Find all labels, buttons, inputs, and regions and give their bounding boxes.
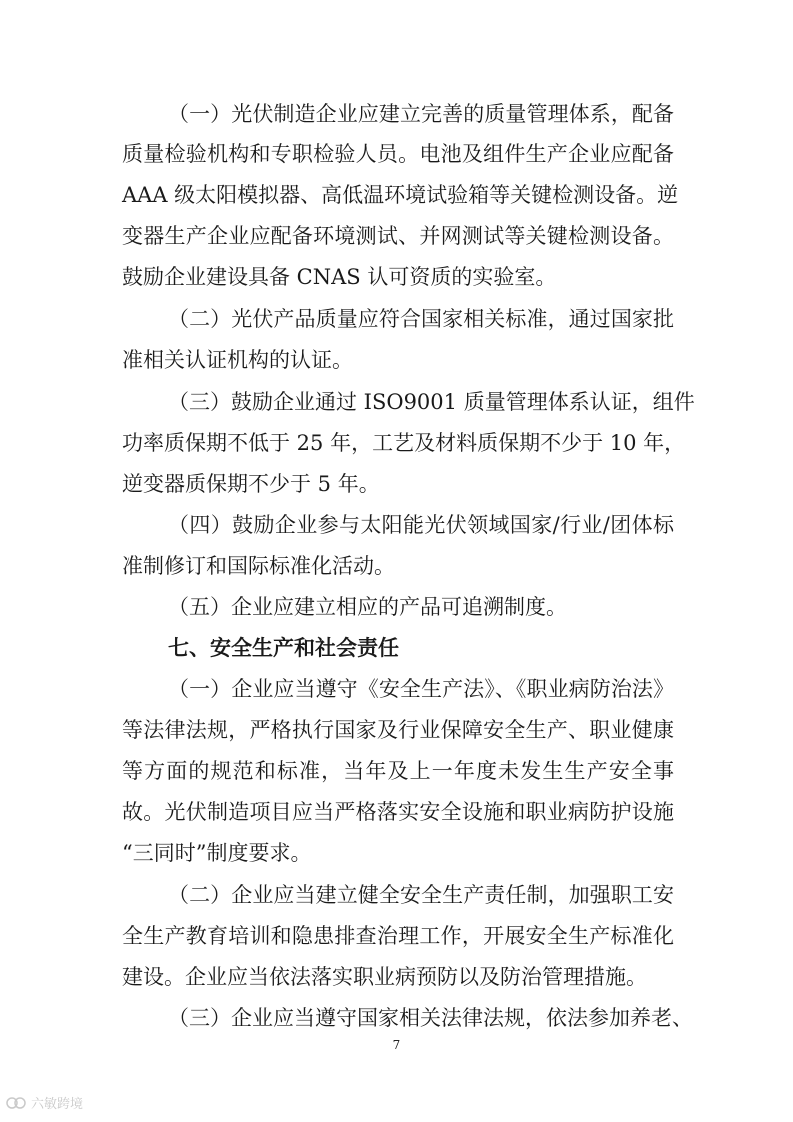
watermark-text: 六敏跨境 bbox=[31, 1097, 84, 1112]
paragraph-line: （三）鼓励企业通过 ISO9001 质量管理体系认证，组件 bbox=[168, 390, 695, 414]
watermark bbox=[6, 1093, 83, 1112]
paragraph-line: 等法律法规，严格执行国家及行业保障安全生产、职业健康 bbox=[122, 718, 674, 742]
paragraph-line: 准制修订和国际标准化活动。 bbox=[122, 554, 395, 578]
paragraph-line: 建设。企业应当依法落实职业病预防以及防治管理措施。 bbox=[122, 965, 647, 989]
paragraph-line: （二）企业应当建立健全安全生产责任制，加强职工安 bbox=[168, 883, 674, 907]
paragraph-line: AAA 级太阳模拟器、高低温环境试验箱等关键检测设备。逆 bbox=[122, 183, 679, 207]
page-number: 7 bbox=[392, 1038, 401, 1052]
paragraph-line: （一）企业应当遵守《安全生产法》、《职业病防治法》 bbox=[168, 677, 674, 701]
section-heading: 七、安全生产和社会责任 bbox=[168, 636, 399, 660]
paragraph-line: 准相关认证机构的认证。 bbox=[122, 348, 353, 372]
paragraph-line: 鼓励企业建设具备 CNAS 认可资质的实验室。 bbox=[122, 265, 557, 289]
paragraph-line: （五）企业应建立相应的产品可追溯制度。 bbox=[168, 595, 567, 619]
circle-logo-icon bbox=[6, 1095, 28, 1111]
paragraph-line: （三）企业应当遵守国家相关法律法规，依法参加养老、 bbox=[168, 1006, 693, 1030]
paragraph-line: （二）光伏产品质量应符合国家相关标准，通过国家批 bbox=[168, 307, 674, 331]
paragraph-line: 质量检验机构和专职检验人员。电池及组件生产企业应配备 bbox=[122, 142, 674, 166]
paragraph-line: 全生产教育培训和隐患排查治理工作，开展安全生产标准化 bbox=[122, 924, 674, 948]
paragraph-line: （四）鼓励企业参与太阳能光伏领域国家/行业/团体标 bbox=[168, 513, 674, 537]
paragraph-line: 逆变器质保期不少于 5 年。 bbox=[122, 472, 380, 496]
paragraph-line: 故。光伏制造项目应当严格落实安全设施和职业病防护设施 bbox=[122, 800, 674, 824]
paragraph-line: 变器生产企业应配备环境测试、并网测试等关键检测设备。 bbox=[122, 224, 674, 248]
paragraph-line: 功率质保期不低于 25 年，工艺及材料质保期不少于 10 年， bbox=[122, 431, 686, 455]
paragraph-line: 等方面的规范和标准，当年及上一年度未发生生产安全事 bbox=[122, 759, 674, 783]
paragraph-line: “三同时”制度要求。 bbox=[122, 841, 312, 865]
paragraph-line: （一）光伏制造企业应建立完善的质量管理体系，配备 bbox=[168, 102, 674, 126]
